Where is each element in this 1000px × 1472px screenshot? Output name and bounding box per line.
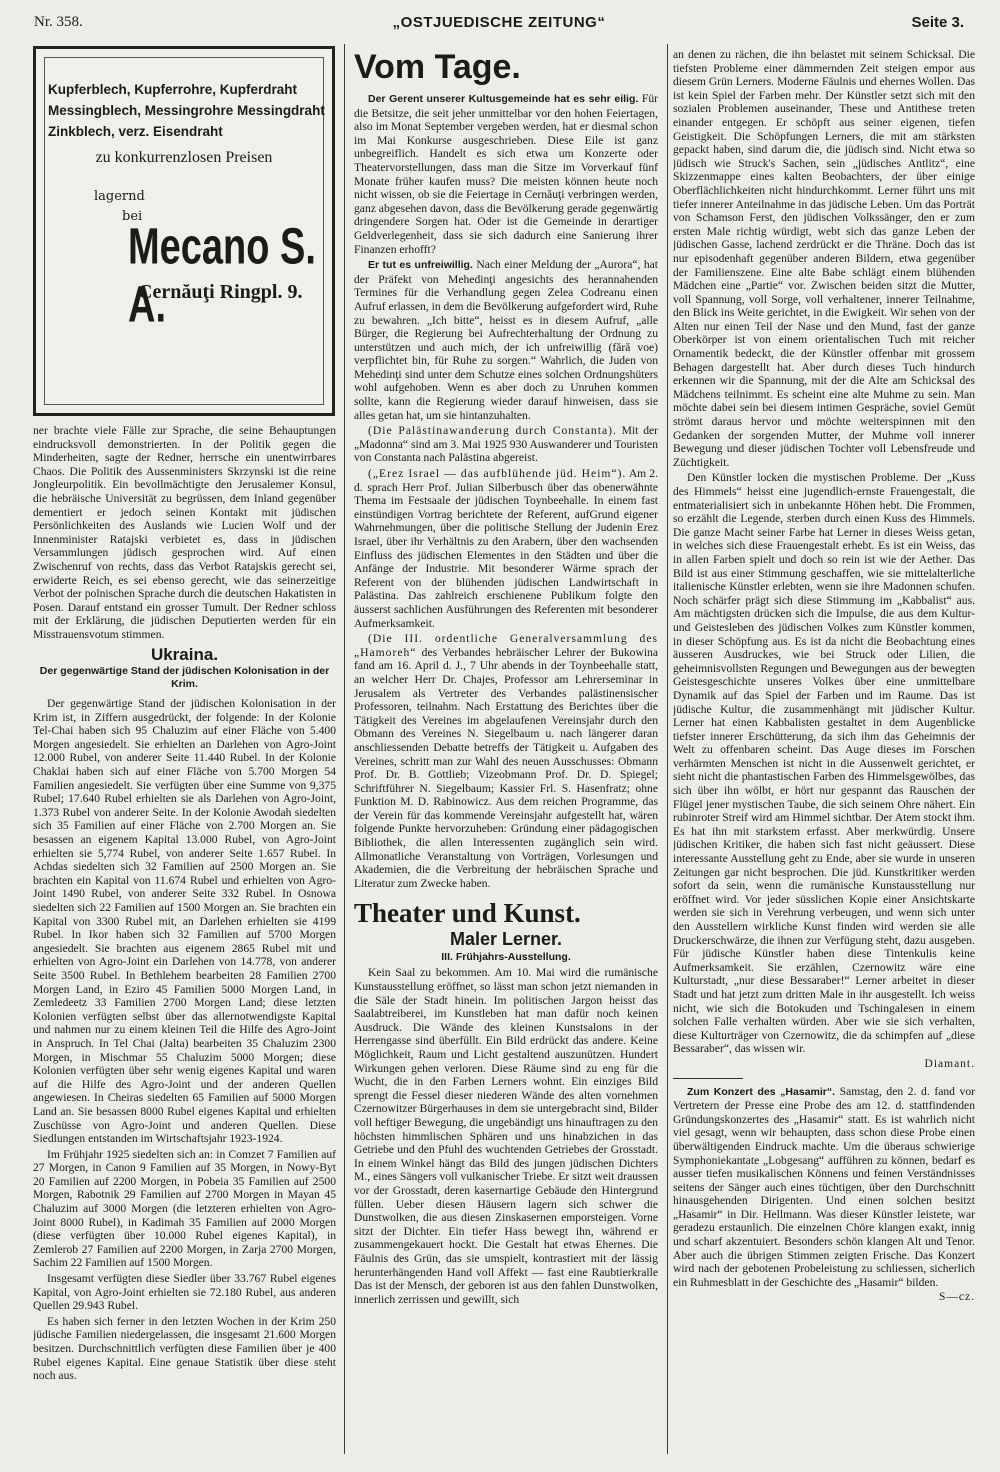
item-lead: (Die III. ordentliche Generalversammlung des „Hamoreh“ xyxy=(354,632,658,659)
author-signature: S—cz. xyxy=(939,1291,975,1304)
item-text: Für die Betsitze, die seit jeher unmittelbar vor den hohen Feiertagen, also im Monat September vergeben werden, hat er diesmal schon im Mai Konkurse ausgeschrieben. Diese Eile ist ganz unbegreiflich. Handelt es sich etwa um Konzerte oder Theatervorstellungen, dass man die Sitze im Vorverkauf fünf Monate früher kaufen muss? Die meisten können heute noch nicht wissen, ob sie die Feiertage in Cernăuţi verbringen werden, ganz abgesehen davon, dass die Bevölkerung gerade gegenwärtig dringendere Sorgen hat. Oder ist die Gemeinde in derartiger Geldverlegenheit, dass sie sich dadurch eine Sanierung ihrer Finanzen erhofft? xyxy=(354,92,658,256)
item-lead: (Die Palästinawanderung durch Constanta). xyxy=(368,424,617,438)
item-text: Am 2. d. sprach Herr Prof. Julian Silberbusch über das obenerwähnte Thema im Festsaale der jüdischen Toynbeehalle. In einem fast einstündigen Vortrag berichtete der Referent, aufGrund eigener Wahrnehmungen, über die politische Stellung der Judenin Erez Israel, über ihr Verhältnis zu den Arabern, über den wachsenden Einfluss des jüdischen Elementes in den Städten und über die Anfänge der Industrie. Mit besonderer Wärme sprach der Referent von der blühenden jüdischen Landwirtschaft in Palästina. Das zahlreich erschienene Publikum folgte den äusserst sachlichen Ausführungen des Referenten mit besonderer Aufmerksamkeit. xyxy=(354,467,658,630)
ad-line-1: Kupferblech, Kupferrohre, Kupferdraht xyxy=(48,82,298,97)
article-title-maler-lerner: Maler Lerner. xyxy=(449,929,563,950)
page-number: Seite 3. xyxy=(911,14,964,31)
column-2 xyxy=(354,48,658,1438)
column-divider-1 xyxy=(344,44,345,1454)
item-lead: Der Gerent unserer Kultusgemeinde hat es sehr eilig. xyxy=(368,93,639,105)
item-text: des Verbandes hebräischer Lehrer der Bukowina fand am 16. April d. J., 7 Uhr abends in der Toynbeehalle statt, an welcher Herr Dr. Chajes, Professor am Lehrerseminar in Jerusalem als Vertreter des Verbandes palästinensischer Professoren, teilnahm. Nach Erstattung des Berichtes über die Tätigkeit des Vereines im abgelaufenen Vereinsjahr durch den Obmann des Vereines N. Siegelbaum u. nach längerer daran anschliessenden Debatte betreffs der Tätigkeit u. Aufgaben des Vereines, schritt man zur Wahl des neuen Ausschusses: Obmann Prof. Dr. B. Gottlieb; Vizeobmann Prof. Dr. D. Spiegel; Schriftführer N. Siegelbaum; Kassier Frl. S. Hasenfratz; ohne Funktion M. D. Rabinowicz. Aus dem reichen Programme, das der Verein für das kommende Vereinsjahr aufgestellt hat, wären folgende Punkte hervorzuheben: Gründung einer pädagogischen Bibliothek, die allen Interessenten zugänglich sein wird. Allmonatliche Veranstaltung von Vorträgen, Vorlesungen und Akademien, die die Verbreitung der hebräischen Sprache und Literatur zum Zwecke haben. xyxy=(354,645,658,890)
ad-lagernd: lagernd xyxy=(94,189,145,204)
article-paragraph: ner brachte viele Fälle zur Sprache, die seine Behauptungen eindrucksvoll demonstrierten. In der Politik gegen die Minderheiten, sagte der Redner, herrsche ein unentwirrbares Chaos. Die Politik des Aussenministers Skrzynski ist die reine Jongleurpolitik. Ein bevollmächtigte den Jerusalemer Konsul, die hebräische Universität zu begrüssen, dem Inland gegenüber dementiert er jedoch seinen Kontakt mit jüdischen Persönlichkeiten des Auslands wie Lucien Wolf und der Innenminister Ratajski verbietet es, dass in jüdischen Versammlungen jüdisch gesprochen wird. Auf einen Zwischenruf von rechts, dass das Verbot Ratajskis gerecht sei, erwiderte Reich, es sei ebenso gerecht, wie das seinerzeitige Verbot der polnischen Sprache durch die deutschen Hakatisten in Posen. Darauf entstand ein grosser Tumult. Der Redner schloss mit der Erklärung, die jüdischen Deputierten werden für ein Misstrauensvotum stimmen. xyxy=(33,424,336,641)
column-3 xyxy=(673,48,975,1438)
ad-firm-name: Mecano S. A. xyxy=(128,219,316,334)
column-1 xyxy=(33,424,336,1434)
section-heading-theater: Theater und Kunst. xyxy=(354,898,581,929)
ad-bei: bei xyxy=(122,209,143,224)
ad-line-2: Messingblech, Messingrohre Messingdraht xyxy=(48,103,325,118)
section-heading-vom-tage: Vom Tage. xyxy=(354,48,521,86)
article-paragraph: Es haben sich ferner in den letzten Wochen in der Krim 250 jüdische Familien niedergelassen, die insgesamt 21.600 Morgen besitzen. Durchschnittlich verfügten diese Familien über je 400 Rubel eigenes Kapital. Eine genaue Statistik über diese steht noch aus. xyxy=(33,1314,336,1383)
item-text: Nach einer Meldung der „Aurora“, hat der Präfekt von Mehedinţi angesichts des herannahenden Termines für die Verhandlung gegen Zelea Codreanu einen Aufruf erlassen, in dem die Bevölkerung aufgefordert wird, Ruhe zu bewahren. „Ich bitte“, heisst es in diesem Aufruf, „alle Bürger, die Regierung bei Aufrechterhaltung der Ordnung zu unterstützen und auch mich, der ich unfreiwillig (fără voe) verpflichtet bin, für Ruhe zu sorgen.“ Wahrlich, die Juden von Mehedinţi sind unter dem Schutze eines solchen Ordnungshüters wohl aufgehoben. Wenn es aber doch zu Unruhen kommen sollte, kann die Regierung wieder darauf hinweisen, dass sie alles getan hat, um sie hintanzuhalten. xyxy=(354,258,658,422)
author-signature: Diamant. xyxy=(924,1057,975,1070)
article-paragraph: Im Frühjahr 1925 siedelten sich an: in Comzet 7 Familien auf 27 Morgen, in Canon 9 Familien auf 35 Morgen, in Nowy-Byt 20 Familien auf 2200 Morgen, in Pobeia 35 Familien auf 2500 Morgen, Rabotnik 29 Familien auf 2700 Morgen in Mayan 45 Chaluzim auf 3000 Morgen (die letzteren erhielten von Agro-Joint 8000 Rubel), in Kadimah 35 Familien auf 2000 Morgen (diese verfügten über 10.000 Rubel eigenes Kapital), in Zemlerob 27 Familien auf 2200 Morgen, in Zarja 2700 Morgen, Sachim 22 Familien auf 1500 Morgen. xyxy=(33,1147,336,1270)
article-subheading: Der gegenwärtige Stand der jüdischen Kolonisation in der Krim. xyxy=(39,665,330,691)
article-subtitle: III. Frühjahrs-Ausstellung. xyxy=(441,951,571,964)
item-text: Mit der „Madonna“ sind am 3. Mai 1925 930 Auswanderer und Touristen von Constanta nach Palästina abgereist. xyxy=(354,424,658,465)
separator-rule xyxy=(673,1078,743,1079)
column-divider-2 xyxy=(667,44,668,1454)
article-paragraph: Insgesamt verfügten diese Siedler über 33.767 Rubel eigenes Kapital, von Agro-Joint erhielten sie 72.180 Rubel, aus anderen Quellen 29.943 Rubel. xyxy=(33,1272,336,1313)
article-paragraph: Der gegenwärtige Stand der jüdischen Kolonisation in der Krim ist, in Ziffern ausgedrückt, der folgende: In der Kolonie Tel-Chai haben sich 95 Chaluzim auf einer Fläche von 5.400 Morgen angesiedelt. Sie erhielten an Darlehen von Agro-Joint 12.000 Rubel, von anderer Seite 11.440 Rubel. In der Kolonie Chaklai haben sich auf einer Fläche von 5.700 Morgen 54 Familien angesiedelt. Sie verfügten über eine Summe von 9,375 Rubel; 17.640 Rubel erhielten sie als Darlehen von Agro-Joint, 1.373 Rubel von anderer Seite. In der Kolonie Awodah siedelten sich 35 Familien auf einer Fläche von 2.700 Morgen an. Sie besassen an eigenem Kapital 13.000 Rubel, von Agro-Joint erhielten sie 5,774 Rubel, von anderer Seite 1.657 Rubel. In Achdas siedelten sich 32 Familien auf 2500 Morgen an. Sie brachten ein Kapital von 11.674 Rubel und erhielten von Agro-Joint 1490 Rubel, von anderer Seite 332 Rubel. In Osnowa siedelten sich 22 Familien auf 1500 Morgen an. Sie brachten ein Kapital von 3300 Rubel mit, an Darlehen erhielten sie 4199 Rubel. In Ikor haben sich 32 Familien auf 5700 Morgen angesiedelt. Sie brachten aus eigenem 2865 Rubel mit und erhielten von Agro-Joint ein Darlehen von 14.778, von anderer Seite 3500 Rubel. In Bethlehem bearbeiten 28 Familien 2700 Morgen Land, in Eziro 45 Familien 5000 Morgen Land, in Zemledeetz 33 Familien 2700 Morgen Land; diese letzten Kolonien verfügten selbst über das allernotwendigste Kapital und nahmen nur zu einem kleinen Teil die Hilfe des Agro-Joint in Anspruch. In Tel Chai (Jalta) bearbeiten 35 Chaluzim 2300 Morgen, in Mischmar 55 Chaluzim 5000 Morgen; diese Kolonien verfügten über sehr wenig eigenes Kapital und waren auf die Hilfe des Agro-Joint und der anderen Quellen angewiesen. In Cheiras siedelten 65 Familien auf 5000 Morgen Land an. Sie besassen 8000 Rubel eigenes Kapital und erhielten Zuschüsse von Agro-Joint und anderen Quellen. Diese Siedlungen entstanden im Wirtschaftsjahr 1923-1924. xyxy=(33,697,336,1146)
ad-address: Cernăuţi Ringpl. 9. xyxy=(138,281,303,303)
page-header xyxy=(34,12,964,36)
ad-line-3: Zinkblech, verz. Eisendraht xyxy=(48,124,223,139)
newspaper-title: „OSTJUEDISCHE ZEITUNG“ xyxy=(392,14,606,31)
item-lead: Er tut es unfreiwillig. xyxy=(368,259,473,272)
section-heading-ukraina: Ukraina. xyxy=(150,644,219,664)
article-paragraph: Kein Saal zu bekommen. Am 10. Mai wird die rumänische Kunstausstellung eröffnet, so lässt man schon jetzt niemanden in die Säle der Stadt hinein. Im politischen Jargon heisst das Saalabtreiberei, im Kunstleben hat man dafür noch keinen Ausdruck. Die Wände des kleinen Kunstsalons in der Herrengasse sind überfüllt. Ein Bild erdrückt das andere. Keine Möglichkeit, Raum und Licht gestaltend auszunützen. Hundert Wirkungen gehen verloren. Diese Räume sind zu eng für die Wucht, die in den Farben Lerners wohnt. Ein einziges Bild sprengt die Fessel dieser niederen Wände des alten vornehmen Czernowitzer Bürgerhauses in dem sie untergebracht sind, Bilder voll heftiger Bewegung, die ungebändigt uns hinauftragen zu den höchsten himmlischen Sphären und uns hinabzichen in das Getriebe und den Pfuhl des wuchtenden Getriebes der Grosstadt. In einem Winkel hängt das Bild des jungen jüdischen Dichters M., eines Sängers voll vulkanischer Triebe. Er sitzt weit draussen vor der Grosstadt, deren kasernartige Gebäude den Hintergrund füllen. Ueber diesen Häusern lagern sich schwer die Dunstwolken, die aus diesen Zinskasernen emporsteigen. Vorne sitzt der Dichter. Ein tiefer Hass bewegt ihn, während er zusammengekauert hockt. Die Gestalt hat etwas Ehernes. Die Fäulnis des Grün, das sie umspielt, kontrastiert mit der lässig herunterhängenden Hand voll Affekt — fast eine Raubtierkralle Das ist der Mensch, der geboren ist aus den fahlen Dunstwolken, innerlich zerrissen und gewillt, sich xyxy=(354,966,658,1306)
advertisement-products xyxy=(48,79,328,142)
item-lead: Zum Konzert des „Hasamir“. xyxy=(687,1085,836,1098)
item-lead: („Erez Israel — das aufblühende jüd. Heim“). xyxy=(368,467,627,481)
item-text: Samstag, den 2. d. fand vor Vertretern der Presse eine Probe des am 12. d. stattfindenden Gründungskonzertes des „Hasamir“ statt. Es ist wahrlich nicht viel gesagt, wenn wir behaupten, dass schon diese Probe einen überwältigenden Eindruck machte. Um die überaus schwierige Symphoniekantate „Lobgesang“ aufführen zu können, bedarf es ausser tiefen musikalischen Könnens und feinen Verständnisses seitens der Sänger auch eines tüchtigen, über den Durchschnitt hinausgehenden Dirigenten. Und einen solchen besitzt „Hasamir“ in Dir. Hellmann. Was dieser Künstler leistete, war geradezu erstaunlich. Die einzelnen Chöre klangen exakt, innig und scharf akzentuiert. Besonders schön klangen Alt und Tenor. Aber auch die übrigen Stimmen zeigten Frische. Das Konzert wird nach der gebotenen Probeleistung zu schliessen, sicherlich ein Ruhmesblatt in der Geschichte des „Hasamir“ bilden. xyxy=(673,1084,975,1289)
article-paragraph: Den Künstler locken die mystischen Probleme. Der „Kuss des Himmels“ heisst eine jugendlich-ernste Frauengestalt, die entmaterialisiert sich in unbekannte Höhen hebt. Die Frommen, so erzählt die Legende, sterben durch einen Kuss des Himmels. Die ganze Macht seiner Farbe hat Lerner in dieses Weiss getan, in welches sich diese Frauengestalt erhebt. Es ist ein Weiss, das in allen Farben spielt und doch so rein ist wie der Aether. Das Bild ist aus einer Stimmung geschaffen, wie sie mittelalterliche italienische Künstler erlebten, wenn sie ihre Madonnen schufen. Noch schärfer prägt sich diese Stimmung im „Kabbalist“ aus. Am mächtigsten drücken sich die Impulse, die aus dem Kultur- und Geistesleben des jüdischen Volkes zum Künstler kommen, in dieser Schöpfung aus. Es ist da nicht die Beobachtung eines äusseren Ausdruckes, wie bei Struck oder Lilien, die geheimnisvollsten Regungen und Bewegungen aus der bewegten Geistesgeschichte unseres Volkes über eine unmittelbare Dynamik auf das Spiel der Farben und im Raume. Das ist jüdische Kultur, die zusammenhängt mit jüdischer Kultur. Lerner hat einen Kabbalisten gestaltet in dem Augenblicke tiefster innerer Erschütterung, da sich ihm das Geheimnis der Welt zu offenbaren scheint. Das Auge dieses im Forschen verhärmten Menschen ist nicht in die Aussenwelt gerichtet, er sieht nicht die phantastischen Farben des Himmelsgewölbes, das sich über ihn wölbt, er hört nur gespannt das Rauschen der Flügel jener mystischen Taube, die sich seinem Ohre nähert. Ein rubinroter Streif wird am Himmel sichtbar. Der Atem stockt ihm. Es hat ihn mit starkstem erfasst. Aber merkwürdig. Unsere jüdischen Kritiker, die haben sich fast nicht geäussert. Diese interessante Ausstellung geht zu Ende, aber sie wurde in unseren Zeitungen gar nicht besprochen. Die jüd. Kunstkritiker werden sofort da sein, wenn die rumänische Kunstausstellung nur eröffnet wird. Vor jeder süsslichen Kopie einer Ansichtskarte werden sie sich in Verehrung verbeugen, und wenn sich unter den Ausstellern wirkliche Kunst finden wird werden sie alle Druckerschwärze, die ihnen zur Verfügung steht, dazu ausgeben. Für jüdische Künstler haben diese Tintenkulis keine Aufmerksamkeit. Sie erzählen, Czernowitz wäre eine Kulturstadt, „nur diese Bessaraber!“ Lerner arbeitet in dieser Stadt und hat jetzt zum dritten Male in ihr ausgestellt. Ich weiss nicht, wie sich die Botokuden und Tschingalesen in einem solchen Falle verhalten würden. Aber wie sie sich verhalten, diese Kulturträger von Czernowitz, die da schimpfen auf „diese Bessaraber“, das wissen wir. xyxy=(673,471,975,1056)
article-paragraph: an denen zu rächen, die ihn belastet mit seinem Schicksal. Die tiefsten Probleme einer dämmernden Zeit steigen empor aus diesem Grün Lerners. Moderne Fäulnis und ehernes Wollen. Das ist kein Spiel der Farben mehr. Der Künstler setzt sich mit den sozialen Problemen auseinander, These und Antithese treten einander entgegen. Er schöpft aus seiner eigenen, tiefen Geistigkeit. Die Schöpfungen Lerners, die mit am stärksten gepackt haben, sind darum die, die jüdisch sind. Nicht etwa so jüdisch wie Struck's Sachen, sein „jüdisches Antlitz“, eine Skizzenmappe eines kalten Beobachters, der über einige Oberflächlichkeiten nicht hindurchkommt. Lerner führt uns mit tiefer innerer Anteilnahme in das jüdische Leben. Um das Porträt von Schamson Ferst, den jüdischen Volkssänger, den er zum ersten Male richtig würdigt, webt sich das ganze Leben der jüdischen Gasse, lachend zerdrückt er die Thräne. Doch das ist nur episodenhaft gegenüber anderen Bildern, etwa gegenüber der Familienszene. Eine alte Babe schlägt einem blühenden Mädchen eine „Partie“ vor. Zwischen beiden sitzt die Mutter, voll Spannung, voll Sorge, voll verhaltener, innerer Teilnahme, den Blick ins Weite gerichtet, in die Ewigkeit. Wir sehen von der Alten nur einen Teil der Nase und den Mund, fast der ganze Oberkörper ist von einem orientalischen Tuch mit reicher Ornamentik bedeckt, die der Künstler offenbar mit grossem Behagen dargestellt hat. Aber durch dieses Tuch hindurch erkennen wir die Spannung, mit der die Alte am Schicksal des Mädchens teilnimmt. Es scheint eine alte Muhme zu sein. Man möchte dabei sein bei diesem intimen Gespräche, soviel Gemüt strömt daraus hervor und möchte weiterspinnen mit den Gedanken der sorgenden Mutter, der Muhme voll innerer Bewegung und dieser jüdischen Tochter voll Lebensfreude und Züchtigkeit. xyxy=(673,48,975,469)
advertisement-box xyxy=(33,46,335,416)
ad-preise: zu konkurrenzlosen Preisen xyxy=(95,149,273,166)
issue-number: Nr. 358. xyxy=(34,14,83,30)
